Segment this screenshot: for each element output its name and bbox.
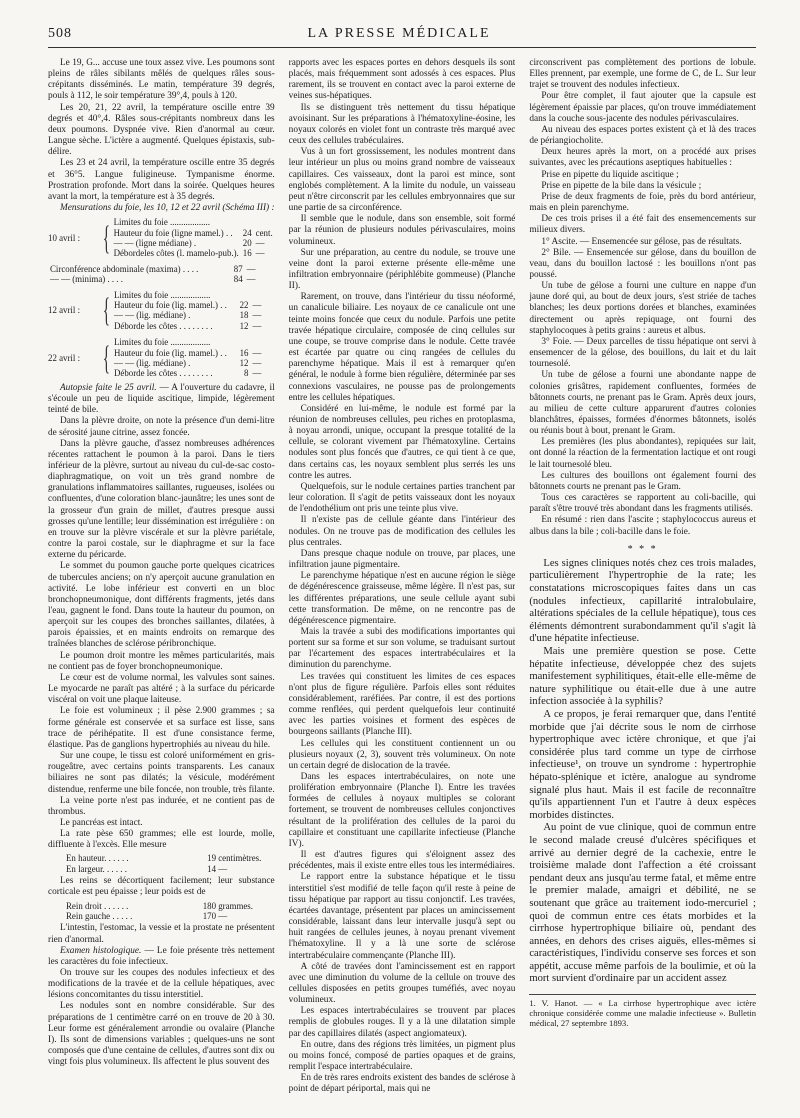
measure-value: 87 <box>233 263 243 274</box>
paragraph: Au niveau des espaces portes existent çà et là des traces de périangiocholite. <box>529 124 757 147</box>
journal-title: LA PRESSE MÉDICALE <box>307 26 491 41</box>
paragraph: Le cœur est de volume normal, les valvules sont saines. Le myocarde ne paraît pas altéré ; à la surface du péricarde viscéral on voit une plaque laiteuse. <box>48 672 275 706</box>
measure-label: Hauteur du foie (ligne mamel.) . . <box>113 227 233 238</box>
measure-value: 22 <box>239 300 249 311</box>
measure-value: 180 <box>202 900 216 911</box>
measure-value: 24 <box>242 227 252 238</box>
paragraph: Le sommet du poumon gauche porte quelques cicatrices de tubercules anciens; on n'y aperçoit aucune granulation en activité. Le lobe inférieur est converti en un bloc bronchopneumonique, dont différents fragments, jetés dans l'eau, gagnent le fond. Dans toute la hauteur du poumon, on aperçoit sur les coupes des bronches saillantes, dilatées, à parois épaissies, et en maints endroits on remarque des traînées blanches de sclérose péribronchique. <box>48 561 275 650</box>
paragraph: Le pancréas est intact. <box>60 817 143 828</box>
measure-unit <box>250 290 274 300</box>
measure-label: Débordeles côtes (l. mamelo-pub.). <box>113 248 239 259</box>
measure-value: 18 <box>239 310 249 321</box>
measure-row <box>112 310 275 320</box>
measure-value: 12 <box>239 358 249 369</box>
paragraph: Le foie est volumineux ; il pèse 2.900 grammes ; sa forme générale est conservée et sa surface est lisse, sans trace de périhépatite. Il est d'une consistance ferme, élastique. Pas de ganglions hypertrophiés au niveau du hile. <box>48 706 275 750</box>
measure-table <box>112 217 275 259</box>
column-1 <box>48 58 275 1118</box>
measure-unit: centimètres. <box>216 853 262 864</box>
paragraph-text: — Le foie présente très nettement les caractères du foie infectieux. <box>48 945 275 967</box>
paragraph: Il semble que le nodule, dans son ensemble, soit formé par la réunion de plusieurs nodules périvasculaires, moins volumineux. <box>288 214 516 247</box>
measure-row <box>112 358 275 368</box>
paragraph: Prise en pipette de la bile dans la vésicule ; <box>541 180 702 191</box>
measure-date: 10 avril : <box>48 232 81 243</box>
measure-label: Hauteur du foie (lig. mamel.) . . <box>114 300 227 311</box>
brace-icon: { <box>102 291 111 329</box>
paragraph: A ce propos, je ferai remarquer que, dans l'entité morbide que j'ai décrite sous le nom de cirrhose hypertrophique avec ictère chronique, et que j'ai considérée plus tard comme un type de cirrhose infectieuse¹, on trouve un syndrome : hypertrophie hépato-splénique et ictère, analogue au syndrome signalé plus haut. Mais il est facile de reconnaître qu'ils appartiennent l'un et l'autre à deux espèces morbides distinctes. <box>529 709 757 821</box>
discussion-section <box>529 558 756 986</box>
paragraph: Un tube de gélose a fourni une abondante nappe de colonies grisâtres, rapidement confluentes, formées de bâtonnets courts, ne prenant pas le Gram. Après deux jours, au milieu de cette culture apparurent d'autres colonies blanchâtres, épaisses, formées d'énormes bâtonnets, isolés ou réunis bout à bout, prenant le Gram. <box>529 370 757 437</box>
measure-label: Limites du foie .................. <box>114 337 211 348</box>
paragraph: En de très rares endroits existent des bandes de sclérose à point de départ périportal, mais qui ne <box>288 1073 516 1095</box>
page-number: 508 <box>48 26 72 41</box>
measure-value: 16 <box>239 347 249 358</box>
section-separator: * * * <box>627 543 658 555</box>
measure-row <box>112 337 275 347</box>
measure-label: En largeur. . . . . . <box>66 863 127 874</box>
paragraph: 2° Bile. — Ensemencée sur gélose, dans du bouillon de veau, dans du bouillon lactosé : les bouillons n'ont pas poussé. <box>529 247 757 280</box>
paragraph: Un tube de gélose a fourni une culture en nappe d'un jaune doré qui, au bout de deux jours, s'est striée de taches blanches; les deux portions dorées et blanches, examinées directement ou après repiquage, ont fourni des staphylocoques à petits grains : aureus et albus. <box>529 281 757 336</box>
measure-row <box>48 274 275 284</box>
measure-label: — — (ligne médiane) . <box>113 238 197 248</box>
measure-value <box>229 337 251 347</box>
paragraph <box>48 946 275 968</box>
paragraph: En résumé : rien dans l'ascite ; staphylococcus aureus et albus dans la bile ; coli-bacille dans le foie. <box>529 515 757 537</box>
paragraph: On trouve sur les coupes des nodules infectieux et des modifications de la travée et de la cellule hépatiques, avec lésions concomitantes du tissu interstitiel. <box>48 968 275 1001</box>
measure-row <box>112 248 275 258</box>
paragraph: Il n'existe pas de cellule géante dans l'intérieur des nodules. On ne trouve pas de modification des cellules les plus centrales. <box>288 515 516 548</box>
measure-date: 22 avril : <box>48 352 81 363</box>
paragraph: Rarement, on trouve, dans l'intérieur du tissu néoformé, un canalicule biliaire. Les noyaux de ce canalicule ont une teinte moins foncée que ceux du nodule. Parfois une petite travée hépatique circulaire, composée de cinq cellules sur une coupe, se trouve comprise dans le nodule. Cette travée est écartée par quatre ou cinq rangées de cellules du parenchyme hépatique. Mais il est à remarquer qu'en général, le nodule à forme bien régulière, déterminée par ses connexions vasculaires, ne pousse pas de prolongements entre les cellules hépatiques. <box>288 292 516 403</box>
paragraph: Mais la travée a subi des modifications importantes qui portent sur sa forme et sur son volume, se traduisant surtout par l'écartement des espaces intertrabéculaires et la diminution du parenchyme. <box>288 626 516 671</box>
measure-value: 84 <box>233 274 243 285</box>
column-3 <box>529 58 756 1118</box>
measure-unit: — <box>252 310 262 321</box>
measure-label: Rein gauche . . . . . <box>66 910 133 921</box>
measure-unit: — <box>255 248 265 259</box>
column-2 <box>289 58 516 1118</box>
paragraph: Tous ces caractères se rapportent au coli-bacille, qui paraît s'être trouvé très abondant dans les fragments utilisés. <box>529 493 757 515</box>
autopsy-heading: Autopsie faite le 25 avril. <box>60 382 157 393</box>
measure-table <box>112 337 275 379</box>
measure-unit: — <box>252 347 262 358</box>
measure-row <box>112 238 275 248</box>
measure-row <box>112 228 275 238</box>
measure-unit: — <box>246 263 256 274</box>
measure-row <box>66 853 275 863</box>
paragraph: Quelquefois, sur le nodule certaines parties tranchent par leur coloration. Il s'agit de petits vaisseaux dont les noyaux de l'endothélium ont pris une teinte plus vive. <box>288 481 516 515</box>
paragraph: Dans la plèvre droite, on note la présence d'un demi-litre de sérosité jaune citrine, assez foncée. <box>48 416 275 438</box>
measure-label: Déborde les côtes . . . . . . . . <box>114 320 213 331</box>
measure-unit: cent. <box>255 227 273 238</box>
measure-value: 20 <box>242 238 252 248</box>
measure-value: 19 <box>207 853 216 864</box>
measure-value <box>241 217 254 227</box>
paragraph: Les signes cliniques notés chez ces trois malades, particulièrement l'hypertrophie de la rate; les constatations microscopiques faites dans un cas (nodules infectieux, capillarité intralobulaire, altérations spéciales de la cellule hépatique), tous ces éléments démontrent surabondamment qu'il s'agit là d'une hépatite infectieuse. <box>529 557 757 645</box>
measure-label: — — (minima) . . . . <box>50 274 123 285</box>
paragraph: Deux heures après la mort, on a procédé aux prises suivantes, avec les précautions aseptiques habituelles : <box>529 147 757 169</box>
measure-group-22-avril <box>48 335 275 382</box>
spleen-measures <box>66 853 275 874</box>
mensurations-heading: Mensurations du foie, les 10, 12 et 22 avril (Schéma III) : <box>60 203 275 214</box>
brace-icon: { <box>102 339 111 377</box>
paragraph: 3° Foie. — Deux parcelles de tissu hépatique ont servi à ensemencer de la gélose, des bouillons, du lait et du lait tournesolé. <box>529 336 757 370</box>
measure-label: Hauteur du foie (lig. mamel.) . . <box>114 347 227 358</box>
paragraph: Les cultures des bouillons ont également fourni des bâtonnets courts ne prenant pas le Gram. <box>529 470 757 492</box>
measure-value: 8 <box>244 368 249 379</box>
paragraph-text: — A l'ouverture du cadavre, il s'écoule un peu de liquide ascitique, limpide, légèrement teinté de bile. <box>48 382 275 416</box>
measure-table-circumference <box>48 264 275 285</box>
paragraph: Le parenchyme hépatique n'est en aucune région le siège de dégénérescence graisseuse, même légère. Il n'est pas, sur les différentes préparations, une seule cellule ayant subi cette transformation. De même, on ne rencontre pas de dégénérescence pigmentaire. <box>288 571 516 626</box>
paragraph: 1° Ascite. — Ensemencée sur gélose, pas de résultats. <box>541 236 742 247</box>
measure-unit: — <box>252 368 262 379</box>
paragraph: Le poumon droit montre les mêmes particularités, mais ne contient pas de foyer bronchopneumonique. <box>48 650 275 672</box>
measure-label: Déborde les côtes . . . . . . . . <box>114 368 213 379</box>
paragraph: Il est d'autres figures qui s'éloignent assez des précédentes, mais il existe entre elles tous les intermédiaires. <box>288 850 516 872</box>
measure-unit <box>254 217 275 227</box>
measure-row <box>112 300 275 310</box>
measure-row <box>112 217 275 227</box>
paragraph: Sur une préparation, au centre du nodule, se trouve une veine dont la paroi externe présente elle-même une infiltration embryonnaire (périphlébite gommeuse) (Planche II). <box>288 247 516 292</box>
paragraph: Dans presque chaque nodule on trouve, par places, une infiltration jaune pigmentaire. <box>288 548 516 571</box>
measure-label: — — (lig. médiane) . <box>114 358 191 369</box>
paragraph: Les travées qui constituent les limites de ces espaces n'ont plus de figure régulière. Parfois elles sont réduites considérablement, raréfiées. Par contre, il est des portions comme renflées, qui perdent quelquefois leur continuité avec les parties voisines et forment des espèces de bourgeons saillants (Planche III). <box>288 671 516 738</box>
measure-row <box>66 864 275 874</box>
measure-row <box>66 911 275 921</box>
measure-row <box>48 264 275 274</box>
measure-row <box>112 368 275 378</box>
measure-row <box>112 321 275 331</box>
paragraph: Ils se distinguent très nettement du tissu hépatique avoisinant. Sur les préparations à l'hématoxyline-éosine, les noyaux colorés en violet font un contraste très marqué avec ceux des cellules trabéculaires. <box>288 102 516 147</box>
measure-row <box>66 901 275 911</box>
paragraph: circonscrivent pas complètement des portions de lobule. Elles prennent, par exemple, une forme de C, de L. Sur leur trajet se trouvent des nodules infectieux. <box>529 58 757 91</box>
paragraph: Les nodules sont en nombre considérable. Sur des préparations de 1 centimètre carré on en trouve de 20 à 30. Leur forme est généralement arrondie ou ovalaire (Planche I). Ils sont de dimensions variables ; quelques-uns ne sont composés que d'une centaine de cellules, d'autres sont dix ou vingt fois plus volumineux. Ils affectent le plus souvent des <box>48 1001 275 1068</box>
measure-value <box>229 290 251 300</box>
paragraph: A côté de travées dont l'amincissement est en rapport avec une diminution du volume de la cellule on trouve des cellules disposées en petits groupes tuméfiés, avec noyau volumineux. <box>288 961 516 1006</box>
measure-value: 170 <box>202 910 216 921</box>
paragraph: Le rapport entre la substance hépatique et le tissu interstitiel s'est modifié de telle façon qu'il reste à peine de tissu hépatique par rapport au tissu conjonctif. Les travées, écartées davantage, présentent par places un amincissement considérable, laissant dans leur intervalle jusqu'à sept ou huit rangées de cellules jeunes, à noyau prenant vivement l'hématoxyline. Il y a là une sorte de sclérose intertrabéculaire commençante (Planche III). <box>288 872 516 961</box>
kidney-weights <box>66 901 275 922</box>
article-columns <box>48 58 756 1118</box>
measure-label: Rein droit . . . . . . <box>66 900 129 911</box>
measure-value: 16 <box>242 248 252 259</box>
measure-label: Limites du foie .................. <box>113 217 210 228</box>
paragraph: Les reins se décortiquent facilement; leur substance corticale est peu épaisse ; leur poids est de <box>48 876 275 898</box>
measure-unit: grammes. <box>216 900 253 911</box>
paragraph: Prise de deux fragments de foie, près du bord antérieur, mais en plein parenchyme. <box>529 191 757 214</box>
running-header <box>48 26 756 48</box>
paragraph: Dans la plèvre gauche, d'assez nombreuses adhérences récentes rattachent le poumon à la paroi. Dans le tiers inférieur de la plèvre, surtout au niveau du cul-de-sac costo-diaphragmatique, on voit un très grand nombre de granulations inflammatoires saillantes, rugueuses, isolées ou confluentes, d'une coloration blanc-jaunâtre; les unes sont de la grosseur d'un grain de millet, d'autres presque aussi grosses qu'une lentille; leur dissémination est irrégulière : on en trouve sur la plèvre viscérale et sur la plèvre pariétale, contre la paroi costale, sur le diaphragme et sur la face externe du péricarde. <box>48 438 275 561</box>
measure-value: 14 <box>207 863 216 874</box>
measure-label: Limites du foie .................. <box>114 289 211 300</box>
measure-value: 12 <box>239 320 249 331</box>
paragraph: Les espaces intertrabéculaires se trouvent par places remplis de globules rouges. Il y a là une dilatation simple par des capillaires dilatés (aspect angiomateux). <box>288 1006 516 1039</box>
paragraph: Sur une coupe, le tissu est coloré uniformément en gris-rougeâtre, avec certains points transparents. Les canaux biliaires ne sont pas dilatés; la vésicule, modérément distendue, renferme une bile foncée, non trouble, très filante. <box>48 751 275 795</box>
measure-table <box>112 290 275 332</box>
paragraph: Vus à un fort grossissement, les nodules montrent dans leur intérieur un plus ou moins grand nombre de vaisseaux capillaires. Ces vaisseaux, dont la paroi est mince, sont englobés complètement. A la limite du nodule, un vaisseau peut n'être circonscrit par les cellules embryonnaires que sur une partie de sa circonférence. <box>288 147 516 214</box>
paragraph <box>48 383 275 416</box>
measure-unit: — <box>252 300 262 311</box>
measure-unit: — <box>252 320 262 331</box>
paragraph: En outre, dans des régions très limitées, un pigment plus ou moins foncé, composé de parties opaques et de grains, remplit l'espace intertrabéculaire. <box>288 1039 516 1073</box>
paragraph: La veine porte n'est pas indurée, et ne contient pas de thrombus. <box>48 795 275 817</box>
paragraph: La rate pèse 650 grammes; elle est lourde, molle, diffluente à l'excès. Elle mesure <box>48 829 275 851</box>
paragraph: Prise en pipette du liquide ascitique ; <box>541 169 679 180</box>
measure-unit: — <box>252 358 262 369</box>
histology-heading: Examen histologique. <box>60 945 142 956</box>
paragraph: Le 19, G... accuse une toux assez vive. Les poumons sont pleins de râles sibilants mêlés de quelques râles sous-crépitants disséminés. Le matin, température 39 degrés, pouls à 112, le soir température 39°,4, pouls à 120. <box>48 58 275 102</box>
paragraph: Mais une première question se pose. Cette hépatite infectieuse, développée chez des sujets manifestement syphilitiques, était-elle elle-même de nature syphilitique ou était-elle due à une autre infection associée à la syphilis? <box>529 646 757 708</box>
paragraph: Pour être complet, il faut ajouter que la capsule est légèrement épaissie par places, qu'on trouve immédiatement dans la couche sous-jacente des nodules périvasculaires. <box>529 91 757 124</box>
paragraph: L'intestin, l'estomac, la vessie et la prostate ne présentent rien d'anormal. <box>48 923 275 945</box>
paragraph: Dans les espaces intertrabéculaires, on note une prolifération embryonnaire (Planche I). Entre les travées formées de cellules à noyaux multiples se colorant fortement, se trouvent de nombreuses cellules conjonctives résultant de la prolifération des cellules de la paroi du capillaire et constituant une capillarite infectieuse (Planche IV). <box>288 772 516 849</box>
measure-unit: — <box>255 238 265 248</box>
paragraph: Les 23 et 24 avril, la température oscille entre 35 degrés et 36°5. Langue fuligineuse. Tympanisme énorme. Prostration profonde. Mort dans la soirée. Quelques heures avant la mort, la température est à 35 degrés. <box>48 158 275 202</box>
paragraph: Au point de vue clinique, quoi de commun entre le second malade creusé d'ulcères spécifiques et arrivé au dernier degré de la cachexie, entre le troisième malade dont l'affection a été croissant pendant deux ans jusqu'au terme fatal, et même entre le premier malade, amaigri et débilité, ne se soutenant que grâce au traitement iodo-mercuriel ; quoi de commun entre ces états morbides et la cirrhose hypertrophique biliaire où, pendant des années, en dehors des crises aiguës, elles-mêmes si caractéristiques, l'individu conserve ses forces et son appétit, accuse même parfois de la boulimie, et où la mort survient d'ordinaire par un accident assez <box>529 822 757 985</box>
paragraph: Les cellules qui les constituent contiennent un ou plusieurs noyaux (2, 3), souvent très volumineux. On note un certain degré de dislocation de la travée. <box>288 738 516 771</box>
measure-group-10-avril <box>48 215 275 262</box>
measure-label: Circonférence abdominale (maxima) . . . . <box>50 263 199 274</box>
brace-icon: { <box>102 219 110 257</box>
measure-row <box>112 290 275 300</box>
paragraph: Considéré en lui-même, le nodule est formé par la réunion de nombreuses cellules, peu riches en protoplasma, à noyau arrondi, unique, occupant la presque totalité de la cellule, se colorant vivement par l'hématoxyline. Certains nodules sont plus foncés que d'autres, ce qui tient à ce que, dans certains cas, les noyaux semblent plus serrés les uns contre les autres. <box>288 403 516 481</box>
footnote: 1. V. Hanot. — « La cirrhose hypertrophique avec ictère chronique considérée comme une maladie infectieuse ». Bulletin médical, 27 septembre 1893. <box>529 994 756 1029</box>
paragraph: Les premières (les plus abondantes), repiquées sur lait, ont donné la réaction de la fermentation lactique et ont rougi le lait tournesolé bleu. <box>529 437 757 470</box>
measure-date: 12 avril : <box>48 305 81 316</box>
measure-label: En hauteur. . . . . . <box>66 853 129 864</box>
measure-unit: — <box>246 274 256 285</box>
paragraph: Les 20, 21, 22 avril, la température oscille entre 39 degrés et 40°,4. Râles sous-crépitants nombreux dans les deux poumons. Dyspnée vive. Rien d'anormal au cœur. Langue sèche. L'ictère a augmenté. Quelques épistaxis, sub-délire. <box>48 102 275 158</box>
measure-label: — — (lig. médiane) . <box>114 310 191 321</box>
paragraph: rapports avec les espaces portes en dehors desquels ils sont placés, mais fréquemment sont adossés à ces espaces. Plus rarement, ils se trouvent en contact avec la paroi externe de veines sus-hépatiques. <box>288 58 516 102</box>
measure-row <box>112 348 275 358</box>
measure-unit: — <box>216 910 228 921</box>
measure-unit: — <box>216 863 228 874</box>
paragraph: De ces trois prises il a été fait des ensemencements sur milieux divers. <box>529 214 757 236</box>
measure-unit <box>250 337 274 347</box>
measure-group-12-avril <box>48 288 275 335</box>
